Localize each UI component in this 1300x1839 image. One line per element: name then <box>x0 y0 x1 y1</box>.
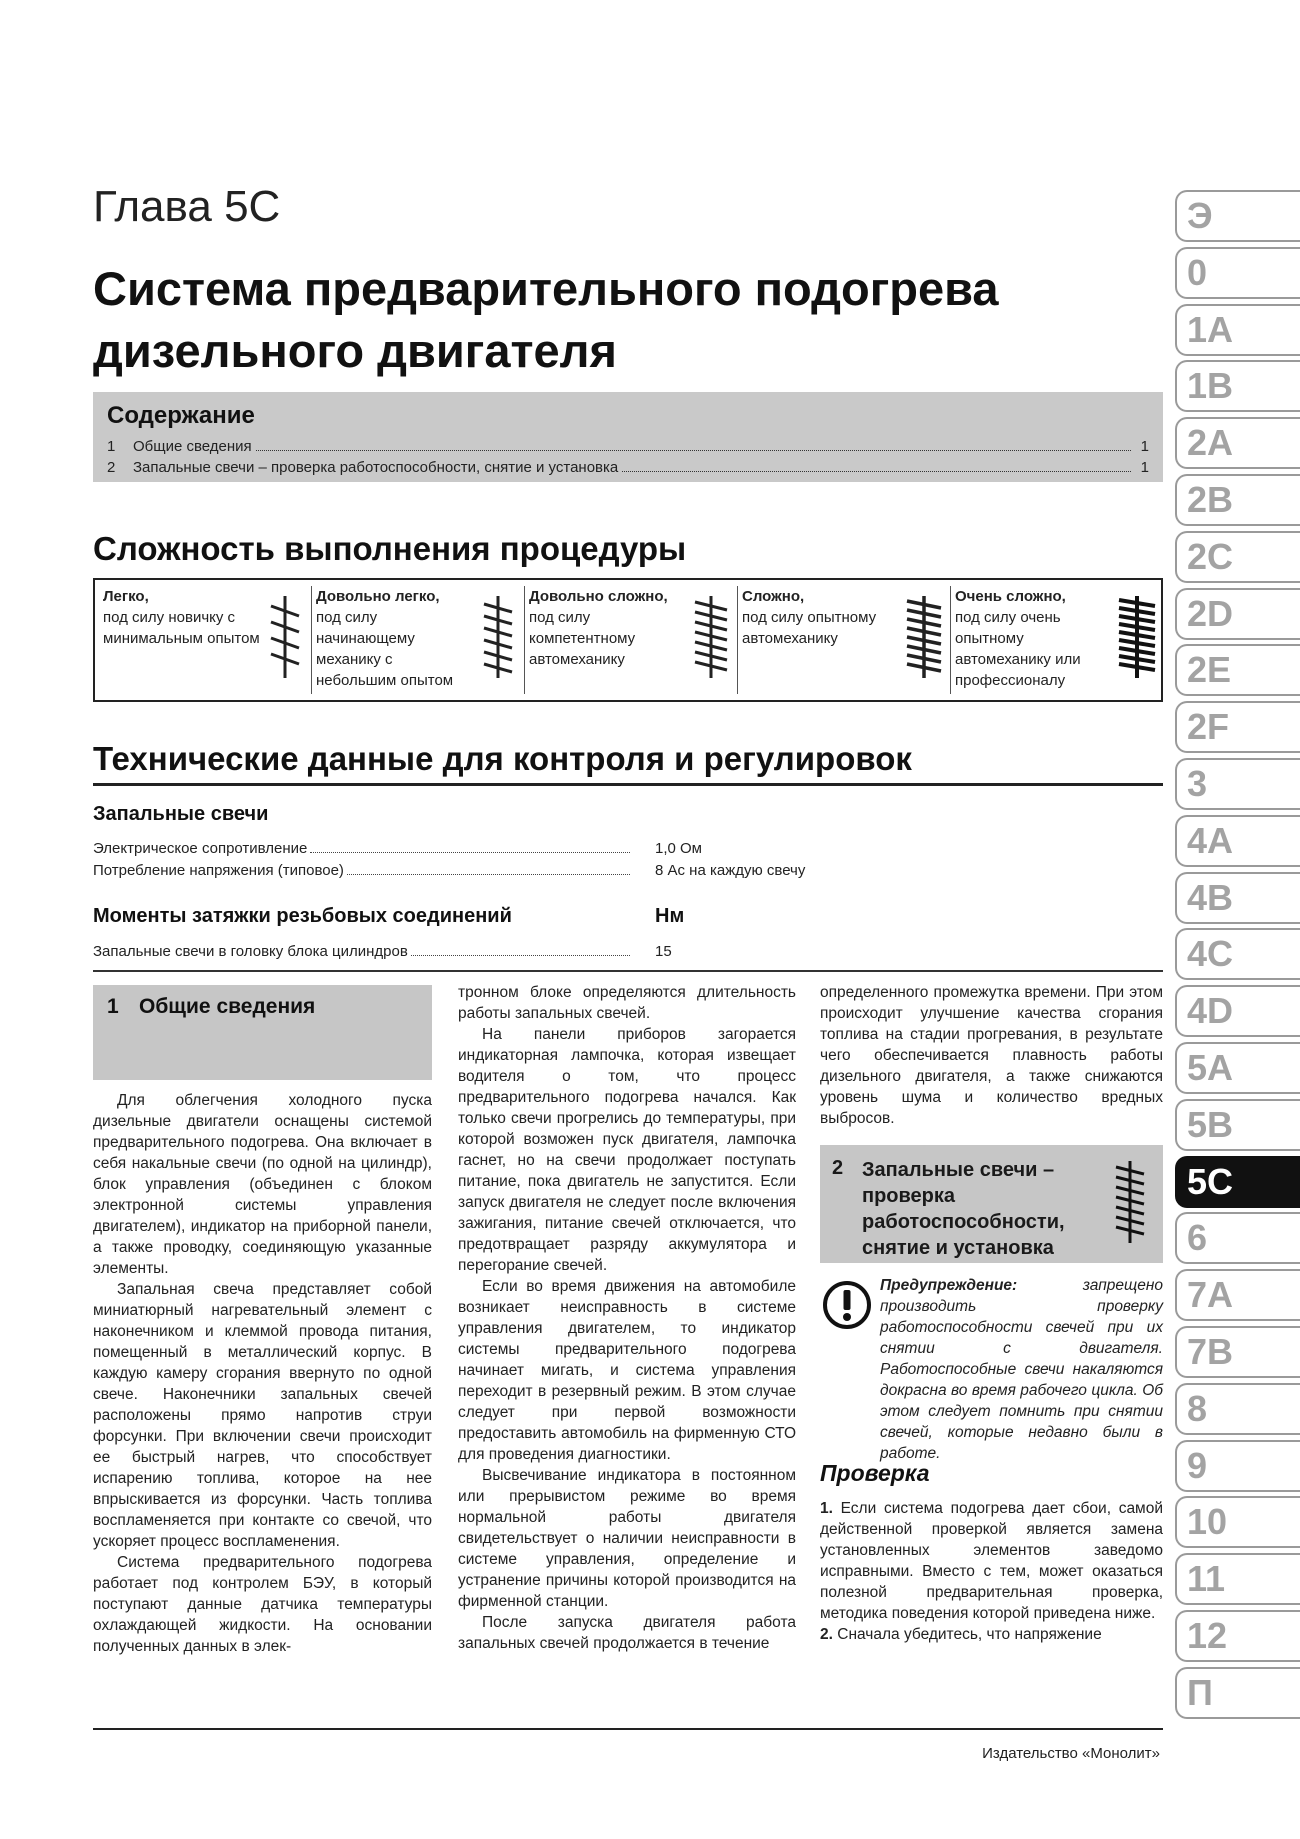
section2-number: 2 <box>832 1157 844 1179</box>
paragraph: Если во время движения на автомобиле возникает неисправность в системе управления двигателем, то индикатор системы предварительного подогрева начинает мигать, и система управления переходит в резервный режим. В этом случае следует при первой возможности предоставить автомобиль на фирменную СТО для проведения диагностики. <box>458 1278 796 1463</box>
toc-item-text: Общие сведения <box>133 438 252 455</box>
difficulty-title: Очень сложно, <box>955 588 1066 605</box>
chapter-tab-5a[interactable]: 5A <box>1175 1042 1300 1094</box>
chapter-tab-10[interactable]: 10 <box>1175 1496 1300 1548</box>
spring-icon <box>476 592 520 682</box>
step <box>820 1498 1163 1624</box>
step <box>820 1624 1163 1645</box>
chapter-tab-2e[interactable]: 2E <box>1175 644 1300 696</box>
warning-text: запрещено производить проверку работоспособности свечей при их снятии с двигателя. Работоспособные свечи накаляются докрасна во время рабочего цикла. Об этом следует помнить при снятии свечей, которые недавно были в работе. <box>880 1277 1163 1462</box>
toc-item-number: 2 <box>107 459 116 476</box>
chapter-tab-1b[interactable]: 1B <box>1175 360 1300 412</box>
toc-leader-dots <box>622 462 1131 472</box>
chapter-tab-0[interactable]: 0 <box>1175 247 1300 299</box>
toc-item[interactable] <box>107 436 1149 457</box>
chapter-tab-4b[interactable]: 4B <box>1175 872 1300 924</box>
text-column-3 <box>820 982 1163 1129</box>
spec-row <box>93 862 633 879</box>
spec-label: Потребление напряжения (типовое) <box>93 862 344 879</box>
step-number: 2. <box>820 1626 833 1643</box>
difficulty-desc: под силу очень опытному автомеханику или профессионалу <box>955 609 1081 689</box>
glow-plugs-subheading: Запальные свечи <box>93 803 269 825</box>
torque-unit: Нм <box>655 905 685 927</box>
spec-leader-dots <box>347 865 630 875</box>
chapter-title: Система предварительного подогрева дизельного двигателя <box>93 262 999 377</box>
spec-leader-dots <box>411 946 630 956</box>
text-column-2 <box>458 982 796 1654</box>
chapter-tab-8[interactable]: 8 <box>1175 1383 1300 1435</box>
chapter-tab-2f[interactable]: 2F <box>1175 701 1300 753</box>
difficulty-title: Довольно сложно, <box>529 588 668 605</box>
difficulty-desc: под силу компетентному автомеханику <box>529 609 636 668</box>
spring-icon <box>263 592 307 682</box>
difficulty-heading: Сложность выполнения процедуры <box>93 530 687 567</box>
difficulty-level-2 <box>311 586 524 694</box>
spring-icon <box>1112 1157 1148 1247</box>
spring-icon <box>689 592 733 682</box>
toc-item-page: 1 <box>1140 438 1149 455</box>
difficulty-level-1 <box>99 586 311 694</box>
footer-rule <box>93 1728 1163 1730</box>
paragraph: тронном блоке определяются длительность работы запальных свечей. <box>458 984 796 1022</box>
chapter-tab-1a[interactable]: 1A <box>1175 304 1300 356</box>
spec-value: 15 <box>655 943 672 960</box>
paragraph: На панели приборов загорается индикаторная лампочка, которая извещает водителя о том, что процесс предварительного подогрева начался. Как только свечи прогрелись до температуры, при которой возможен пуск двигателя, лампочка гаснет, но на свечи продолжает поступать питание, пока двигатель не запустится. Если запуск двигателя не следует после включения зажигания, питание свечей отключается, что предотвращает разряду аккумулятора и перегорание свечей. <box>458 1026 796 1274</box>
paragraph: Высвечивание индикатора в постоянном или прерывистом режиме во время нормальной работы двигателя свидетельствует о наличии неисправности в системе управления, определение и устранение причины которой производится на фирменной станции. <box>458 1467 796 1610</box>
spring-icon <box>1115 592 1159 682</box>
difficulty-title: Довольно легко, <box>316 588 440 605</box>
chapter-tab-5b[interactable]: 5B <box>1175 1099 1300 1151</box>
toc-item-number: 1 <box>107 438 116 455</box>
chapter-tab-2d[interactable]: 2D <box>1175 588 1300 640</box>
difficulty-desc: под силу начинающему механику с небольшим опытом <box>316 609 454 689</box>
chapter-tab-3[interactable]: 3 <box>1175 758 1300 810</box>
chapter-tab-6[interactable]: 6 <box>1175 1212 1300 1264</box>
toc-leader-dots <box>256 441 1131 451</box>
section1-number: 1 <box>107 995 119 1018</box>
toc-item-page: 1 <box>1140 459 1149 476</box>
difficulty-level-3 <box>524 586 737 694</box>
section1-heading-box <box>93 985 432 1080</box>
chapter-tab-7b[interactable]: 7B <box>1175 1326 1300 1378</box>
step-text: Сначала убедитесь, что напряжение <box>837 1626 1102 1643</box>
spec-leader-dots <box>310 843 630 853</box>
difficulty-level-5 <box>950 586 1163 694</box>
paragraph: Для облегчения холодного пуска дизельные двигатели оснащены системой предварительного подогрева. Она включает в себя накальные свечи (по одной на цилиндр), блок управления (объединен с блоком электронной системы управления двигателем), индикатор на приборной панели, а также проводку, соединяющую указанные элементы. <box>93 1092 432 1277</box>
step-text: Если система подогрева дает сбои, самой действенной проверкой является замена установленных элементов заведомо исправными. Вместо с тем, может оказаться полезной предварительная проверка, методика поведения которой приведена ниже. <box>820 1500 1163 1622</box>
difficulty-desc: под силу опытному автомеханику <box>742 609 877 647</box>
check-heading: Проверка <box>820 1460 930 1486</box>
paragraph: Система предварительного подогрева работает под контролем БЭУ, в который поступают данные датчика температуры охлаждающей жидкости. На основании полученных данных в элек- <box>93 1554 432 1655</box>
chapter-tab-7a[interactable]: 7A <box>1175 1269 1300 1321</box>
specs-heading-rule <box>93 783 1163 786</box>
section2-title: Запальные свечи – проверка работоспособности, снятие и установка <box>862 1159 1065 1259</box>
section2-heading-box <box>820 1145 1163 1263</box>
chapter-tab-9[interactable]: 9 <box>1175 1440 1300 1492</box>
publisher-name: Издательство «Монолит» <box>982 1745 1160 1762</box>
toc-item[interactable] <box>107 457 1149 478</box>
difficulty-scale <box>93 578 1163 702</box>
chapter-tab-4c[interactable]: 4C <box>1175 928 1300 980</box>
spec-label: Электрическое сопротивление <box>93 840 308 857</box>
spec-value: 8 Ас на каждую свечу <box>655 862 806 879</box>
paragraph: определенного промежутка времени. При этом происходит улучшение качества сгорания топлива на стадии прогревания, в результате чего обеспечивается плавность работы дизельного двигателя, а также снижаются уровень шума и количество вредных выбросов. <box>820 984 1163 1127</box>
chapter-tab-11[interactable]: 11 <box>1175 1553 1300 1605</box>
chapter-tab-4d[interactable]: 4D <box>1175 985 1300 1037</box>
specs-heading: Технические данные для контроля и регулировок <box>93 740 912 777</box>
spec-value: 1,0 Ом <box>655 840 702 857</box>
difficulty-title: Легко, <box>103 588 149 605</box>
warning-note <box>820 1275 1163 1464</box>
check-steps <box>820 1498 1163 1645</box>
chapter-tab-p[interactable]: П <box>1175 1667 1300 1719</box>
chapter-tab-2b[interactable]: 2B <box>1175 474 1300 526</box>
chapter-tab-2a[interactable]: 2A <box>1175 417 1300 469</box>
chapter-tab-2c[interactable]: 2C <box>1175 531 1300 583</box>
spec-row <box>93 943 633 960</box>
torque-subheading: Моменты затяжки резьбовых соединений <box>93 905 512 927</box>
text-column-1 <box>93 1090 432 1657</box>
spec-label: Запальные свечи в головку блока цилиндров <box>93 943 408 960</box>
toc-item-text: Запальные свечи – проверка работоспособности, снятие и установка <box>133 459 619 476</box>
paragraph: Запальная свеча представляет собой миниатюрный нагревательный элемент с наконечником и клеммой провода питания, помещенный в металлический корпус. В каждую камеру сгорания ввернуто по одной свече. Наконечники запальных свечей расположены прямо напротив струи форсунки. При включении свечи происходит ее быстрый нагрев, что способствует испарению топлива, которое на нее впрыскивается из форсунки. Часть топлива воспламеняется при контакте со свечой, что ускоряет процесс воспламенения. <box>93 1281 432 1550</box>
table-of-contents <box>93 392 1163 482</box>
section1-title: Общие сведения <box>139 995 316 1018</box>
step-number: 1. <box>820 1500 833 1517</box>
spec-row <box>93 840 633 857</box>
difficulty-title: Сложно, <box>742 588 805 605</box>
paragraph: После запуска двигателя работа запальных свечей продолжается в течение <box>458 1614 796 1652</box>
specs-bottom-rule <box>93 970 1163 972</box>
chapter-tab-12[interactable]: 12 <box>1175 1610 1300 1662</box>
chapter-tab-5c[interactable]: 5C <box>1175 1156 1300 1208</box>
spring-icon <box>902 592 946 682</box>
warning-label: Предупреждение: <box>880 1277 1018 1294</box>
difficulty-desc: под силу новичку с минимальным опытом <box>103 609 260 647</box>
difficulty-level-4 <box>737 586 950 694</box>
chapter-tabs <box>1175 190 1300 1724</box>
chapter-tab-4a[interactable]: 4A <box>1175 815 1300 867</box>
toc-heading: Содержание <box>107 402 255 429</box>
chapter-label: Глава 5С <box>93 182 281 231</box>
chapter-tab-e[interactable]: Э <box>1175 190 1300 242</box>
